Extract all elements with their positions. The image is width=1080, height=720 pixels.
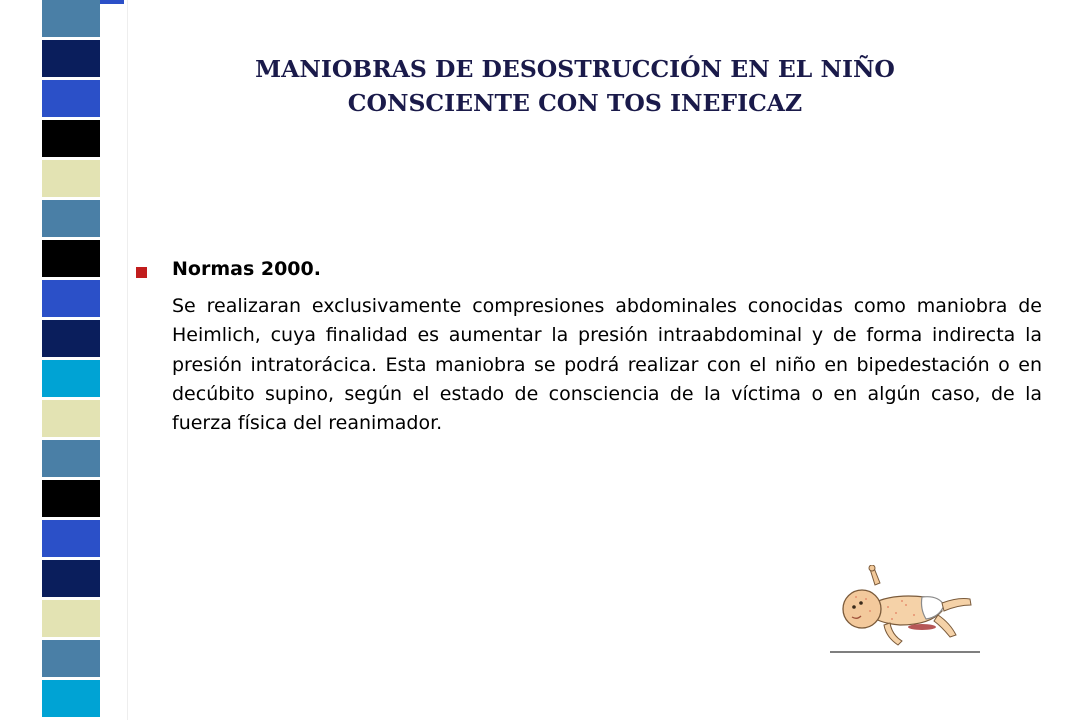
stripe-block [42, 0, 100, 40]
section-body: Se realizaran exclusivamente compresiones abdominales conocidas como maniobra de Heimlich, cuya finalidad es aumentar la presión intraabdominal y de forma indirecta la presión intratorácica. Esta maniobra se podrá realizar con el niño en bipedestación o en decúbito supino, según el estado de consciencia de la víctima o en algún caso, de la fuerza física del reanimador. [172, 295, 1042, 435]
stripe-block [42, 520, 100, 560]
stripe-block [42, 600, 100, 640]
infant-supine-illustration [830, 565, 980, 657]
section-heading: Normas 2000. [172, 258, 321, 280]
stripe-block [42, 80, 100, 120]
stripe-block [42, 400, 100, 440]
stripe-block [42, 40, 100, 80]
stripe-block [42, 320, 100, 360]
page-title: MANIOBRAS DE DESOSTRUCCIÓN EN EL NIÑO CONSCIENTE CON TOS INEFICAZ [255, 55, 895, 117]
stripe-column [42, 0, 100, 720]
stripe-block [42, 280, 100, 320]
decorative-stripe-bar [0, 0, 128, 720]
stripe-block [42, 560, 100, 600]
stripe-block [42, 120, 100, 160]
stripe-block [42, 360, 100, 400]
stripe-block [42, 200, 100, 240]
stripe-block [42, 160, 100, 200]
bullet-square [136, 267, 147, 278]
stripe-block [42, 480, 100, 520]
infant-figure [843, 565, 971, 645]
stripe-block [42, 680, 100, 720]
stripe-block [42, 440, 100, 480]
stripe-block [42, 640, 100, 680]
stripe-block [42, 240, 100, 280]
